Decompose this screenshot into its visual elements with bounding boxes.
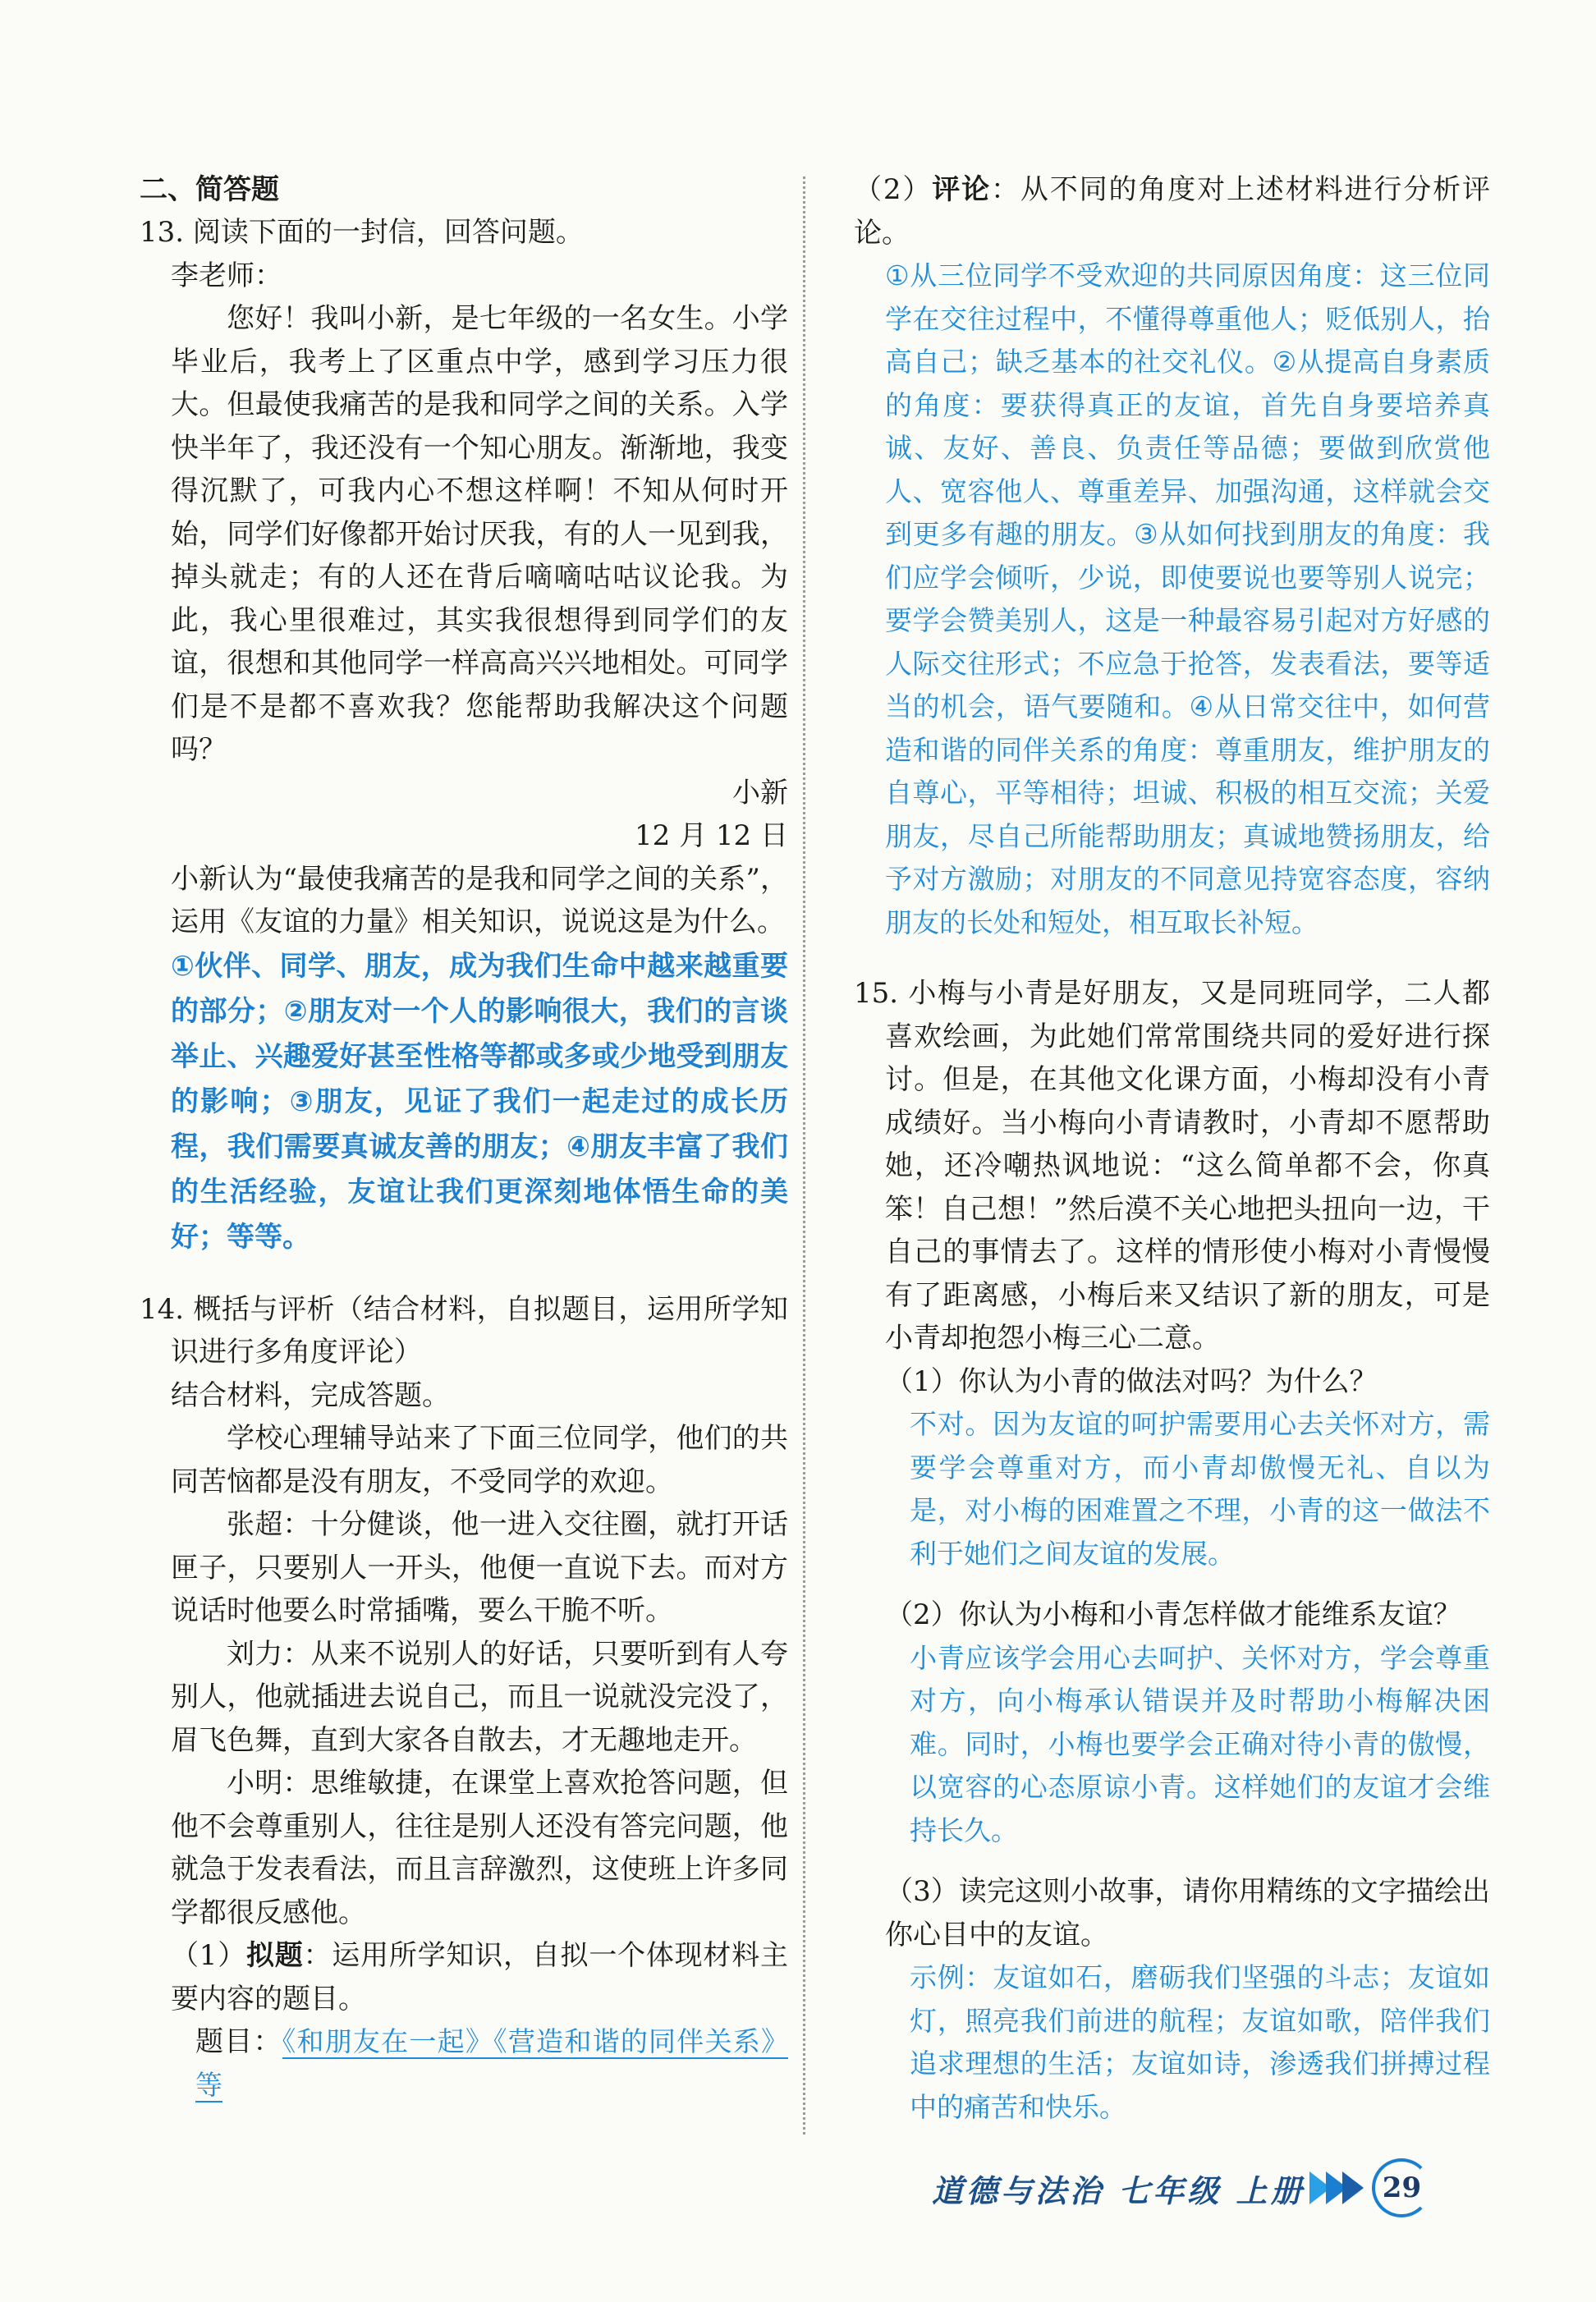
q14-part2 xyxy=(854,168,1490,255)
q14-material-zhangchao: 张超：十分健谈，他一进入交往圈，就打开话匣子，只要别人一开头，他便一直说下去。而对方说话时他要么时常插嘴，要么干脆不听。 xyxy=(171,1508,788,1627)
q15-part2-question: （2）你认为小梅和小青怎样做才能维系友谊？ xyxy=(885,1598,1461,1631)
q15-part1-answer: 不对。因为友谊的呵护需要用心去关怀对方，需要学会尊重对方，而小青却傲慢无礼、自以为是，对小梅的困难置之不理，小青的这一做法不利于她们之间友谊的发展。 xyxy=(910,1408,1490,1570)
q14-part1-text: ：运用所学知识，自拟一个体现材料主要内容的题目。 xyxy=(171,1939,788,2015)
q13-stem: 13. 阅读下面的一封信，回答问题。 xyxy=(140,216,584,249)
chevron-right-icon xyxy=(1314,2171,1364,2204)
q14-part2-bold: 评论 xyxy=(932,173,992,206)
q14-part2-answer: ①从三位同学不受欢迎的共同原因角度：这三位同学在交往过程中，不懂得尊重他人；贬低别人，抬高自己；缺乏基本的社交礼仪。②从提高自身素质的角度：要获得真正的友谊，首先自身要培养真诚、友好、善良、负责任等品德；要做到欣赏他人、宽容他人、尊重差异、加强沟通，这样就会交到更多有趣的朋友。③从如何找到朋友的角度：我们应学会倾听，少说，即使要说也要等别人说完；要学会赞美别人，这是一种最容易引起对方好感的人际交往形式；不应急于抢答，发表看法，要等适当的机会，语气要随和。④从日常交往中，如何营造和谐的同伴关系的角度：尊重朋友，维护朋友的自尊心，平等相待；坦诚、积极的相互交流；关爱朋友，尽自己所能帮助朋友；真诚地赞扬朋友，给予对方激励；对朋友的不同意见持宽容态度，容纳朋友的长处和短处，相互取长补短。 xyxy=(885,259,1490,938)
footer-subject: 道德与法治 七年级 上册 xyxy=(932,2172,1305,2209)
q13-salutation: 李老师： xyxy=(171,259,282,292)
q14-material-xiaoming: 小明：思维敏捷，在课堂上喜欢抢答问题，但他不会尊重别人，往往是别人还没有答完问题，他就急于发表看法，而且言辞激烈，这使班上许多同学都很反感他。 xyxy=(171,1767,788,1929)
q14-title-line xyxy=(140,2020,788,2107)
page-number: 29 xyxy=(1372,2158,1431,2217)
q14-title-answer: 《和朋友在一起》《营造和谐的同伴关系》等 xyxy=(195,2025,789,2101)
q15-stem: 15. 小梅与小青是好朋友，又是同班同学，二人都喜欢绘画，为此她们常常围绕共同的爱好进行探讨。但是，在其他文化课方面，小梅却没有小青成绩好。当小梅向小青请教时，小青却不愿帮助她，还冷嘲热讽地说：“这么简单都不会，你真笨！自己想！”然后漠不关心地把头扭向一边，干自己的事情去了。这样的情形使小梅对小青慢慢有了距离感，小梅后来又结识了新的朋友，可是小青却抱怨小梅三心二意。 xyxy=(854,977,1490,1355)
q15-part2-answer: 小青应该学会用心去呵护、关怀对方，学会尊重对方，向小梅承认错误并及时帮助小梅解决困难。同时，小梅也要学会正确对待小青的傲慢，以宽容的心态原谅小青。这样她们的友谊才会维持长久。 xyxy=(910,1641,1490,1846)
q15-part3-answer: 示例：友谊如石，磨砺我们坚强的斗志；友谊如灯，照亮我们前进的航程；友谊如歌，陪伴我们追求理想的生活；友谊如诗，渗透我们拼搏过程中的痛苦和快乐。 xyxy=(910,1961,1490,2123)
q13-date: 12 月 12 日 xyxy=(635,819,788,852)
q15-part3-question: （3）读完这则小故事，请你用精练的文字描绘出你心目中的友谊。 xyxy=(885,1875,1490,1951)
q14-title-label: 题目： xyxy=(195,2025,282,2058)
q14-instruction: 结合材料，完成答题。 xyxy=(171,1378,450,1412)
q13-letter-body: 您好！我叫小新，是七年级的一名女生。小学毕业后，我考上了区重点中学，感到学习压力很大。但最使我痛苦的是我和同学之间的关系。入学快半年了，我还没有一个知心朋友。渐渐地，我变得沉默了，可我内心不想这样啊！不知从何时开始，同学们好像都开始讨厌我，有的人一见到我，掉头就走；有的人还在背后嘀嘀咕咕议论我。为此，我心里很难过，其实我很想得到同学们的友谊，很想和其他同学一样高高兴兴地相处。可同学们是不是都不喜欢我？您能帮助我解决这个问题吗？ xyxy=(171,302,788,766)
q14-material-liuli: 刘力：从来不说别人的好话，只要听到有人夸别人，他就插进去说自己，而且一说就没完没了，眉飞色舞，直到大家各自散去，才无趣地走开。 xyxy=(171,1637,788,1757)
page-footer xyxy=(932,2155,1431,2221)
q14-part1 xyxy=(140,1934,788,2020)
q13-question: 小新认为“最使我痛苦的是我和同学之间的关系”，运用《友谊的力量》相关知识，说说这是为什么。 xyxy=(171,862,788,938)
column-divider xyxy=(803,177,805,2135)
q14-stem: 14. 概括与评析（结合材料，自拟题目，运用所学知识进行多角度评论） xyxy=(140,1292,788,1369)
q15-part1-question: （1）你认为小青的做法对吗？为什么？ xyxy=(885,1364,1378,1398)
left-column xyxy=(140,168,788,2107)
right-column xyxy=(854,168,1490,2129)
q14-part2-text: ：从不同的角度对上述材料进行分析评论。 xyxy=(854,173,1491,250)
q14-part1-bold: 拟题 xyxy=(245,1939,304,1972)
section-heading: 二、简答题 xyxy=(140,173,279,206)
q14-part2-label: （2） xyxy=(854,173,933,206)
q14-material-intro: 学校心理辅导站来了下面三位同学，他们的共同苦恼都是没有朋友，不受同学的欢迎。 xyxy=(171,1422,788,1498)
q13-signature: 小新 xyxy=(732,776,788,809)
q14-part1-label: （1） xyxy=(171,1939,246,1972)
q13-answer: ①伙伴、同学、朋友，成为我们生命中越来越重要的部分；②朋友对一个人的影响很大，我们的言谈举止、兴趣爱好甚至性格等都或多或少地受到朋友的影响；③朋友，见证了我们一起走过的成长历程，我们需要真诚友善的朋友；④朋友丰富了我们的生活经验，友谊让我们更深刻地体悟生命的美好；等等。 xyxy=(171,949,788,1254)
